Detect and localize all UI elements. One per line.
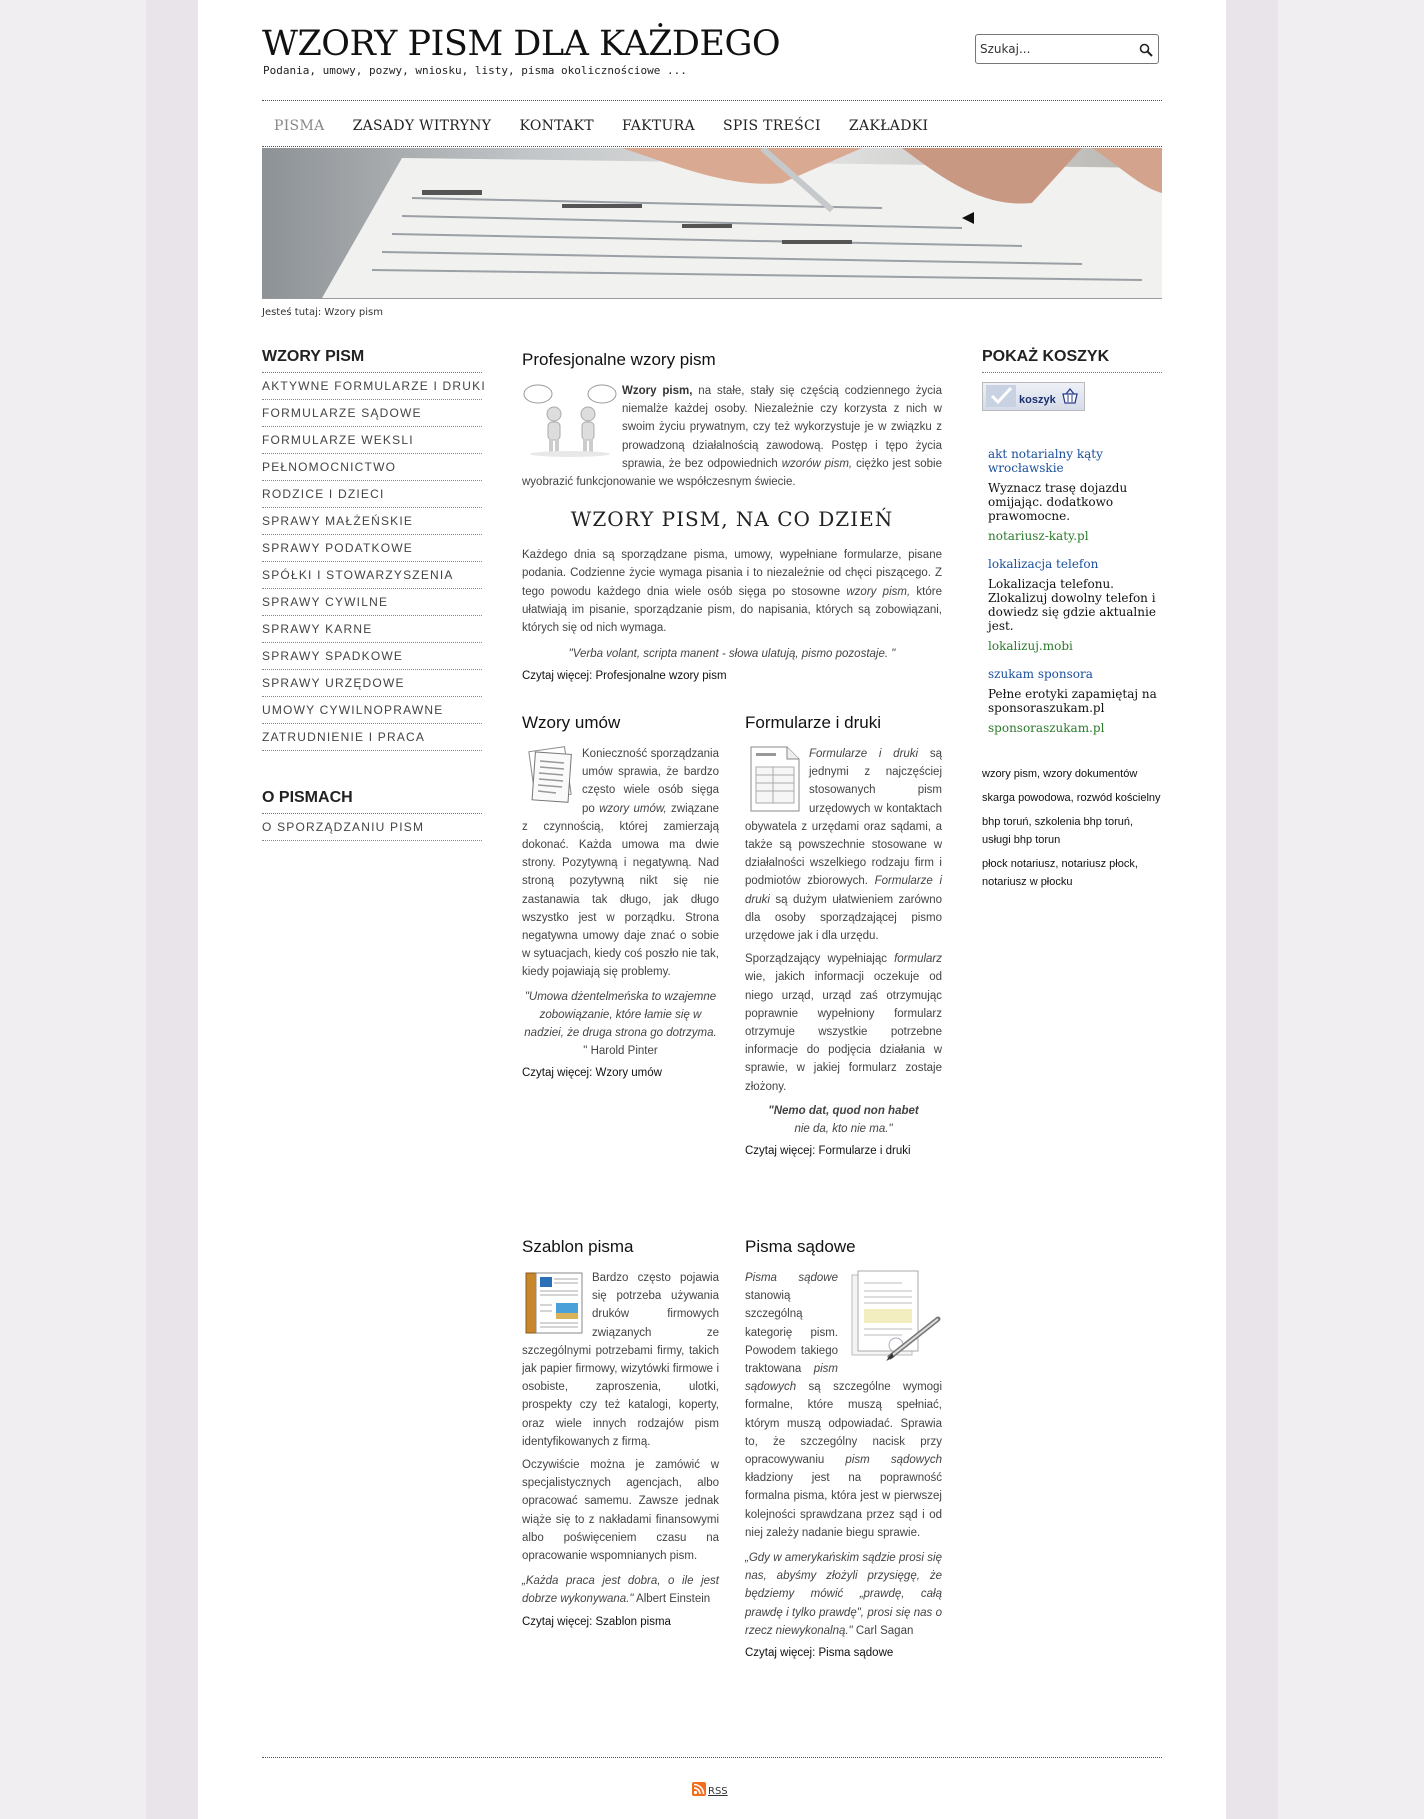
- sadowe-em-1: Pisma sądowe: [745, 1272, 838, 1284]
- formularze-p2-a: Sporządzający wypełniając: [745, 953, 895, 966]
- contract-document-icon: [522, 745, 578, 807]
- widget-title-o-pismach: O PISMACH: [262, 789, 482, 814]
- main-content: [522, 350, 942, 682]
- nav-item-zasady-witryny[interactable]: ZASADY WITRYNY: [352, 118, 492, 134]
- intro-em: wzorów pism,: [781, 457, 853, 470]
- related-link[interactable]: bhp toruń, szkolenia bhp toruń, usługi bhp torun: [982, 816, 1134, 846]
- intro-p2-b: które ułatwiają im pisanie, sporządzanie pism, do napisania, których są zobowiązani, których się od nich wymaga.: [522, 585, 942, 635]
- ads-block: [982, 447, 1162, 735]
- formularze-em-1: Formularze i druki: [809, 748, 919, 760]
- widget-title-pokaz-koszyk: POKAŻ KOSZYK: [982, 348, 1162, 373]
- site-title[interactable]: WZORY PISM DLA KAŻDEGO: [262, 24, 781, 64]
- nav-item-pisma[interactable]: PISMA: [274, 118, 325, 134]
- sadowe-text-b: są szczególne wymogi formalne, które muszą spełniać, którym muszą odpowiadać. Sprawia to, że szczególny nacisk przy opracowywaniu: [745, 1381, 942, 1467]
- umowy-quote: [522, 988, 719, 1060]
- site-tagline: Podania, umowy, pozwy, wniosku, listy, pisma okolicznościowe ...: [263, 64, 687, 77]
- post-szablon-pisma: [522, 1237, 719, 1628]
- sidebar-item-sprawy-spadkowe[interactable]: SPRAWY SPADKOWE: [262, 643, 482, 670]
- sidebar-item-sprawy-malzenskie[interactable]: SPRAWY MAŁŻEŃSKIE: [262, 508, 482, 535]
- umowy-text-a: Konieczność sporządzania umów sprawia, że bardzo często wiele osób sięga po: [582, 748, 719, 815]
- umowy-em: wzory umów,: [599, 802, 667, 815]
- ad-url[interactable]: notariusz-katy.pl: [988, 529, 1089, 543]
- search-icon[interactable]: [1139, 43, 1153, 57]
- sidebar-item-rodzice-i-dzieci[interactable]: RODZICE I DZIECI: [262, 481, 482, 508]
- sidebar-left: [262, 348, 486, 841]
- formularze-p2-b: wie, jakich informacji oczekuje od niego urząd, urząd zaś otrzymując poprawnie wypełniony formularz otrzymuje wszystkie potrzebne informacje do podjęcia działania w sprawie, w jakiej formularz zostaje złożony.: [745, 971, 942, 1093]
- page: [198, 0, 1226, 1819]
- nav-divider-top: [262, 100, 1162, 101]
- sidebar-item-zatrudnienie[interactable]: ZATRUDNIENIE I PRACA: [262, 724, 482, 751]
- formularze-quote: [745, 1102, 942, 1138]
- sidebar-item-pelnomocnictwo[interactable]: PEŁNOMOCNICTWO: [262, 454, 482, 481]
- search-box: [975, 34, 1159, 64]
- nav-item-kontakt[interactable]: KONTAKT: [519, 118, 594, 134]
- main-nav: [262, 115, 951, 137]
- read-more-wzory-umow[interactable]: Czytaj więcej: Wzory umów: [522, 1066, 662, 1079]
- szablon-paragraph-1: Bardzo często pojawia się potrzeba używania druków firmowych związanych ze szczególnymi potrzebami firmy, takich jak papier firmowy, wizytówki firmowe i osobiste, zaproszenia, ulotki, prospekty czy też katalogi, koperty, oraz wiele innych rodzajów pism identyfikowanych z firmą.: [522, 1272, 719, 1448]
- rss-link[interactable]: [692, 1782, 728, 1797]
- sadowe-em-3: pism sądowych: [845, 1454, 942, 1467]
- sidebar-item-sprawy-podatkowe[interactable]: SPRAWY PODATKOWE: [262, 535, 482, 562]
- rss-label: RSS: [708, 1786, 728, 1797]
- sidebar-item-sprawy-cywilne[interactable]: SPRAWY CYWILNE: [262, 589, 482, 616]
- document-with-pen-icon: [842, 1269, 942, 1371]
- formularze-text-b: są dużym ułatwieniem zarówno dla osoby sporządzającej pismo urzędowe jak i dla urzędu.: [745, 893, 942, 943]
- nav-item-spis-tresci[interactable]: SPIS TREŚCI: [723, 118, 821, 134]
- related-link[interactable]: wzory pism, wzory dokumentów: [982, 768, 1138, 780]
- post-wzory-umow: [522, 713, 719, 1079]
- sidebar-item-aktywne-formularze[interactable]: AKTYWNE FORMULARZE I DRUKI: [262, 373, 482, 400]
- sadowe-em-2: pism sądowych: [745, 1363, 838, 1394]
- search-input[interactable]: [980, 40, 1130, 58]
- sidebar-item-sprawy-karne[interactable]: SPRAWY KARNE: [262, 616, 482, 643]
- related-link[interactable]: płock notariusz, notariusz płock, notariusz w płocku: [982, 858, 1138, 888]
- breadcrumb: Jesteś tutaj: Wzory pism: [262, 307, 383, 318]
- background-stripe-left: [146, 0, 198, 1819]
- background-stripe-right: [1226, 0, 1278, 1819]
- ad-link[interactable]: lokalizacja telefon: [988, 557, 1099, 571]
- szablon-quote: [522, 1572, 719, 1608]
- cart-button[interactable]: [982, 382, 1085, 411]
- ad-link[interactable]: szukam sponsora: [988, 667, 1093, 681]
- sadowe-quote: [745, 1549, 942, 1640]
- related-link[interactable]: skarga powodowa, rozwód kościelny: [982, 792, 1161, 804]
- szablon-paragraph-2: Oczywiście można je zamówić w specjalistycznych agencjach, albo opracować samemu. Zawsze jednak wiąże się to z nakładami finansowymi albo poświęceniem czasu na opracowanie wspomnianych pism.: [522, 1459, 719, 1563]
- read-more-szablon[interactable]: Czytaj więcej: Szablon pisma: [522, 1615, 671, 1628]
- ad-description: Pełne erotyki zapamiętaj na sponsoraszukam.pl: [988, 687, 1157, 715]
- brochure-icon: [522, 1269, 588, 1337]
- szablon-quote-author: Albert Einstein: [633, 1593, 711, 1606]
- basket-icon: [1061, 388, 1079, 404]
- ad-item: [988, 557, 1162, 653]
- sidebar-item-sprawy-urzedowe[interactable]: SPRAWY URZĘDOWE: [262, 670, 482, 697]
- intro-paragraph-2: [522, 546, 942, 637]
- formularze-paragraph-2: [745, 950, 942, 1096]
- read-more-formularze[interactable]: Czytaj więcej: Formularze i druki: [745, 1144, 911, 1157]
- sidebar-right: [982, 348, 1162, 897]
- post-title-pisma-sadowe[interactable]: Pisma sądowe: [745, 1237, 856, 1256]
- ad-url[interactable]: lokalizuj.mobi: [988, 639, 1073, 653]
- related-links: [982, 765, 1162, 891]
- people-talking-icon: [522, 382, 618, 458]
- sidebar-item-umowy-cywilnoprawne[interactable]: UMOWY CYWILNOPRAWNE: [262, 697, 482, 724]
- formularze-quote-bold: "Nemo dat, quod non habet: [768, 1104, 919, 1117]
- rss-icon: [692, 1782, 706, 1796]
- post-formularze-i-druki: [745, 713, 942, 1157]
- nav-item-faktura[interactable]: FAKTURA: [621, 118, 695, 134]
- post-title-profesjonalne[interactable]: Profesjonalne wzory pism: [522, 350, 716, 369]
- ad-description: Wyznacz trasę dojazdu omijając. dodatkowo prawomocne.: [988, 481, 1128, 523]
- ad-item: [988, 667, 1162, 735]
- intro-p2-em: wzory pism,: [846, 585, 911, 598]
- widget-title-wzory-pism: WZORY PISM: [262, 348, 482, 373]
- formularze-p2-em: formularz: [894, 953, 942, 966]
- sadowe-text-c: kładziony jest na poprawność formalna pisma, która jest w pierwszej kolejności sprawdzana przez sąd i od niej zależy nadanie biegu sprawie.: [745, 1472, 942, 1539]
- sidebar-item-formularze-sadowe[interactable]: FORMULARZE SĄDOWE: [262, 400, 482, 427]
- umowy-quote-author: " Harold Pinter: [583, 1044, 658, 1057]
- intro-strong: Wzory pism,: [622, 385, 693, 397]
- post-pisma-sadowe: [745, 1237, 942, 1659]
- sadowe-quote-em: „Gdy w amerykańskim sądzie prosi się nas, abyśmy złożyli przysięgę, że będziemy mówić „prawdę, całą prawdę i tylko prawdę", prosi się nas o rzecz niewykonalną.": [745, 1552, 942, 1637]
- ad-url[interactable]: sponsoraszukam.pl: [988, 721, 1105, 735]
- post-title-formularze[interactable]: Formularze i druki: [745, 713, 882, 732]
- ad-item: [988, 447, 1162, 543]
- ad-description: Lokalizacja telefonu. Zlokalizuj dowolny telefon i dowiedz się gdzie aktualnie jest.: [988, 577, 1156, 633]
- szablon-quote-em: „Każda praca jest dobra, o ile jest dobrze wykonywana.": [522, 1575, 719, 1606]
- form-document-icon: [745, 745, 805, 813]
- intro-text-b: ciężko jest sobie wyobrazić funkcjonowanie we współczesnym świecie.: [522, 457, 942, 489]
- read-more-profesjonalne[interactable]: Czytaj więcej: Profesjonalne wzory pism: [522, 670, 727, 683]
- intro-p2-a: Każdego dnia są sporządzane pisma, umowy, wypełniane formularze, pisane podania. Codzienne życie wymaga pisania i to niezależnie od chęci piszącego. Z tego powodu każdego dnia wiele osób sięga po stosowne: [522, 549, 942, 598]
- umowy-text-b: związane z czynnością, której zamierzają dokonać. Każda umowa ma dwie strony. Pozytywną i negatywną. Nad stroną pozytywną nikt się nie zastanawia tak długo, jak długo wszystko jest w porządku. Strona negatywna umowy daje znać o sobie w sytuacjach, kiedy coś poszło nie tak, kiedy pojawiają się problemy.: [522, 802, 719, 979]
- footer-divider: [262, 1757, 1162, 1758]
- sadowe-text-a: stanowią szczególną kategorię pism. Powodem takiego traktowana: [745, 1290, 838, 1376]
- post-title-szablon-pisma[interactable]: Szablon pisma: [522, 1237, 634, 1256]
- sidebar-item-spolki[interactable]: SPÓŁKI I STOWARZYSZENIA: [262, 562, 482, 589]
- umowy-quote-em: "Umowa dżentelmeńska to wzajemne zobowiązanie, które łamie się w nadziei, że druga strona go dotrzyma.: [524, 990, 717, 1039]
- nav-divider-bottom: [262, 146, 1162, 147]
- sadowe-quote-author: Carl Sagan: [852, 1624, 914, 1637]
- subheading-na-co-dzien: WZORY PISM, NA CO DZIEŃ: [570, 507, 894, 532]
- post-title-wzory-umow[interactable]: Wzory umów: [522, 713, 621, 732]
- sidebar-item-formularze-weksli[interactable]: FORMULARZE WEKSLI: [262, 427, 482, 454]
- ad-link[interactable]: akt notarialny kąty wrocławskie: [988, 447, 1103, 475]
- read-more-pisma-sadowe[interactable]: Czytaj więcej: Pisma sądowe: [745, 1647, 894, 1660]
- formularze-em-2: Formularze i druki: [745, 875, 942, 906]
- intro-text-a: na stałe, stały się częścią codziennego życia niemalże każdej osoby. Niezależnie czy korzysta z nich w swoim życiu prywatnym, czy też wykorzystuje je w związku z prowadzoną działalnością zawodową. Postęp i tępo życia sprawia, że bez odpowiednich: [622, 385, 942, 470]
- cart-label: koszyk: [1019, 394, 1056, 406]
- sidebar-item-o-sporzadzaniu-pism[interactable]: O SPORZĄDZANIU PISM: [262, 814, 482, 841]
- formularze-quote-rest: nie da, kto nie ma.": [794, 1122, 893, 1135]
- nav-item-zakladki[interactable]: ZAKŁADKI: [848, 118, 929, 134]
- checkmark-icon: [986, 385, 1016, 407]
- formularze-text-a: są jednymi z najczęściej stosowanych pism urzędowych w kontaktach obywatela z urzędami oraz sądami, a także są powszechnie stosowane w działalności wszelkiego rodzaju firm i podmiotów zbiorowych.: [745, 748, 942, 888]
- intro-quote: "Verba volant, scripta manent - słowa ulatują, pismo pozostaje. ": [568, 648, 896, 661]
- header-banner-image: [262, 148, 1162, 299]
